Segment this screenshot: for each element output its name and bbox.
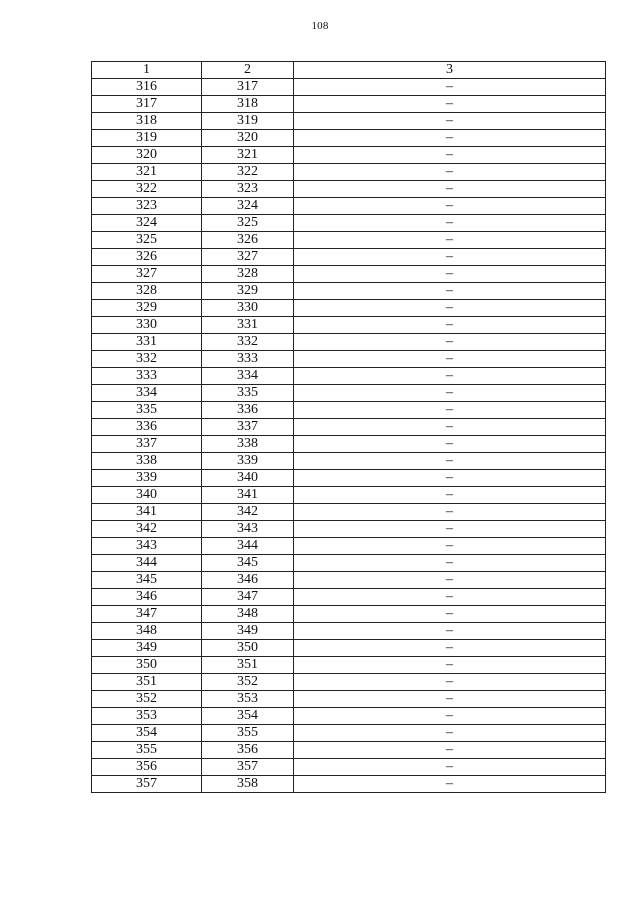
table-cell-col-1: 350 [92, 657, 202, 674]
table-row [92, 232, 606, 249]
data-table [91, 61, 606, 793]
table-cell-col-2: 344 [202, 538, 294, 555]
table-cell-col-1: 329 [92, 300, 202, 317]
table-row [92, 470, 606, 487]
table-cell-col-1: 357 [92, 776, 202, 793]
table-cell-col-1: 352 [92, 691, 202, 708]
table-row [92, 385, 606, 402]
table-cell-col-3: – [294, 589, 606, 606]
table-cell-col-3: – [294, 691, 606, 708]
column-header-2: 2 [202, 62, 294, 79]
table-cell-col-2: 351 [202, 657, 294, 674]
table-cell-col-3: – [294, 317, 606, 334]
table-cell-col-1: 342 [92, 521, 202, 538]
table-cell-col-1: 321 [92, 164, 202, 181]
table-cell-col-1: 317 [92, 96, 202, 113]
table-cell-col-3: – [294, 419, 606, 436]
table-cell-col-1: 345 [92, 572, 202, 589]
table-cell-col-3: – [294, 79, 606, 96]
table-cell-col-3: – [294, 555, 606, 572]
table-cell-col-1: 337 [92, 436, 202, 453]
table-row [92, 640, 606, 657]
table-cell-col-2: 327 [202, 249, 294, 266]
table-row [92, 164, 606, 181]
table-cell-col-1: 338 [92, 453, 202, 470]
table-cell-col-1: 341 [92, 504, 202, 521]
table-body [92, 79, 606, 793]
table-cell-col-2: 340 [202, 470, 294, 487]
table-cell-col-3: – [294, 470, 606, 487]
table-row [92, 402, 606, 419]
table-cell-col-1: 331 [92, 334, 202, 351]
table-cell-col-1: 333 [92, 368, 202, 385]
table-row [92, 96, 606, 113]
table-cell-col-1: 349 [92, 640, 202, 657]
table-cell-col-3: – [294, 402, 606, 419]
table-cell-col-3: – [294, 300, 606, 317]
table-row [92, 589, 606, 606]
table-cell-col-2: 325 [202, 215, 294, 232]
table-cell-col-1: 346 [92, 589, 202, 606]
table-cell-col-3: – [294, 198, 606, 215]
table-cell-col-3: – [294, 674, 606, 691]
table-row [92, 521, 606, 538]
table-row [92, 181, 606, 198]
table-cell-col-3: – [294, 521, 606, 538]
table-cell-col-3: – [294, 283, 606, 300]
table-cell-col-3: – [294, 113, 606, 130]
header-row [92, 62, 606, 79]
table-row [92, 368, 606, 385]
table-cell-col-3: – [294, 351, 606, 368]
table-cell-col-2: 318 [202, 96, 294, 113]
table-cell-col-1: 340 [92, 487, 202, 504]
table-row [92, 555, 606, 572]
table-cell-col-3: – [294, 623, 606, 640]
table-header [92, 62, 606, 79]
table-row [92, 742, 606, 759]
table-cell-col-1: 327 [92, 266, 202, 283]
column-header-3: 3 [294, 62, 606, 79]
table-cell-col-3: – [294, 504, 606, 521]
table-row [92, 776, 606, 793]
table-cell-col-3: – [294, 249, 606, 266]
table-row [92, 249, 606, 266]
table-cell-col-1: 353 [92, 708, 202, 725]
table-cell-col-3: – [294, 742, 606, 759]
table-row [92, 215, 606, 232]
table-cell-col-2: 338 [202, 436, 294, 453]
table-cell-col-2: 326 [202, 232, 294, 249]
table-cell-col-1: 335 [92, 402, 202, 419]
table-row [92, 300, 606, 317]
table-cell-col-3: – [294, 147, 606, 164]
table-cell-col-2: 334 [202, 368, 294, 385]
table-cell-col-1: 328 [92, 283, 202, 300]
table-cell-col-2: 352 [202, 674, 294, 691]
table-cell-col-2: 348 [202, 606, 294, 623]
table-cell-col-2: 330 [202, 300, 294, 317]
table-cell-col-2: 347 [202, 589, 294, 606]
table-cell-col-2: 355 [202, 725, 294, 742]
table-cell-col-2: 345 [202, 555, 294, 572]
table-cell-col-1: 326 [92, 249, 202, 266]
table-cell-col-2: 336 [202, 402, 294, 419]
table-row [92, 436, 606, 453]
table-cell-col-1: 316 [92, 79, 202, 96]
table-cell-col-1: 323 [92, 198, 202, 215]
table-cell-col-2: 356 [202, 742, 294, 759]
table-cell-col-1: 334 [92, 385, 202, 402]
table-row [92, 419, 606, 436]
table-cell-col-1: 319 [92, 130, 202, 147]
table-cell-col-3: – [294, 368, 606, 385]
table-cell-col-2: 346 [202, 572, 294, 589]
table-cell-col-3: – [294, 708, 606, 725]
column-header-1: 1 [92, 62, 202, 79]
table-cell-col-3: – [294, 385, 606, 402]
table-cell-col-2: 322 [202, 164, 294, 181]
table-cell-col-2: 323 [202, 181, 294, 198]
table-cell-col-1: 332 [92, 351, 202, 368]
table-cell-col-1: 336 [92, 419, 202, 436]
table-cell-col-3: – [294, 640, 606, 657]
page-number: 108 [311, 20, 329, 32]
table-cell-col-1: 351 [92, 674, 202, 691]
table-cell-col-1: 355 [92, 742, 202, 759]
table-cell-col-2: 319 [202, 113, 294, 130]
table-cell-col-3: – [294, 453, 606, 470]
table-cell-col-3: – [294, 538, 606, 555]
table-cell-col-2: 358 [202, 776, 294, 793]
table-cell-col-1: 339 [92, 470, 202, 487]
table-cell-col-2: 335 [202, 385, 294, 402]
table-cell-col-2: 320 [202, 130, 294, 147]
table-cell-col-2: 342 [202, 504, 294, 521]
table-row [92, 130, 606, 147]
table-row [92, 725, 606, 742]
table-cell-col-2: 324 [202, 198, 294, 215]
table-cell-col-1: 324 [92, 215, 202, 232]
table-cell-col-2: 329 [202, 283, 294, 300]
table-cell-col-3: – [294, 725, 606, 742]
table-row [92, 113, 606, 130]
table-cell-col-2: 317 [202, 79, 294, 96]
table-row [92, 351, 606, 368]
table-row [92, 317, 606, 334]
table-cell-col-3: – [294, 96, 606, 113]
table-cell-col-2: 343 [202, 521, 294, 538]
table-cell-col-1: 354 [92, 725, 202, 742]
table-cell-col-3: – [294, 657, 606, 674]
table-cell-col-2: 331 [202, 317, 294, 334]
table-row [92, 606, 606, 623]
table-cell-col-2: 357 [202, 759, 294, 776]
table-cell-col-3: – [294, 232, 606, 249]
table-cell-col-2: 349 [202, 623, 294, 640]
table-row [92, 266, 606, 283]
table-row [92, 674, 606, 691]
table-row [92, 572, 606, 589]
table-cell-col-1: 320 [92, 147, 202, 164]
table-cell-col-2: 332 [202, 334, 294, 351]
table-cell-col-3: – [294, 130, 606, 147]
table-cell-col-3: – [294, 436, 606, 453]
table-cell-col-1: 318 [92, 113, 202, 130]
table-cell-col-2: 353 [202, 691, 294, 708]
table-cell-col-3: – [294, 759, 606, 776]
table-row [92, 283, 606, 300]
table-cell-col-1: 330 [92, 317, 202, 334]
table-row [92, 691, 606, 708]
table-cell-col-2: 328 [202, 266, 294, 283]
table-cell-col-1: 322 [92, 181, 202, 198]
table-row [92, 334, 606, 351]
table-row [92, 657, 606, 674]
table-row [92, 759, 606, 776]
table-cell-col-2: 341 [202, 487, 294, 504]
table-row [92, 623, 606, 640]
table-cell-col-3: – [294, 181, 606, 198]
table-cell-col-3: – [294, 215, 606, 232]
table-cell-col-3: – [294, 266, 606, 283]
table-cell-col-3: – [294, 572, 606, 589]
table-cell-col-3: – [294, 487, 606, 504]
table-row [92, 504, 606, 521]
table-cell-col-1: 348 [92, 623, 202, 640]
table-cell-col-1: 356 [92, 759, 202, 776]
table-row [92, 79, 606, 96]
table-cell-col-2: 354 [202, 708, 294, 725]
table-cell-col-3: – [294, 776, 606, 793]
table-row [92, 198, 606, 215]
table-cell-col-3: – [294, 606, 606, 623]
table-row [92, 708, 606, 725]
table-cell-col-3: – [294, 334, 606, 351]
table-cell-col-2: 339 [202, 453, 294, 470]
table-cell-col-2: 321 [202, 147, 294, 164]
table-cell-col-1: 347 [92, 606, 202, 623]
table-cell-col-1: 325 [92, 232, 202, 249]
table-cell-col-1: 343 [92, 538, 202, 555]
table-cell-col-3: – [294, 164, 606, 181]
table-cell-col-2: 337 [202, 419, 294, 436]
table-row [92, 147, 606, 164]
table-row [92, 487, 606, 504]
table-cell-col-2: 350 [202, 640, 294, 657]
table-row [92, 453, 606, 470]
table-cell-col-2: 333 [202, 351, 294, 368]
table-row [92, 538, 606, 555]
table-cell-col-1: 344 [92, 555, 202, 572]
